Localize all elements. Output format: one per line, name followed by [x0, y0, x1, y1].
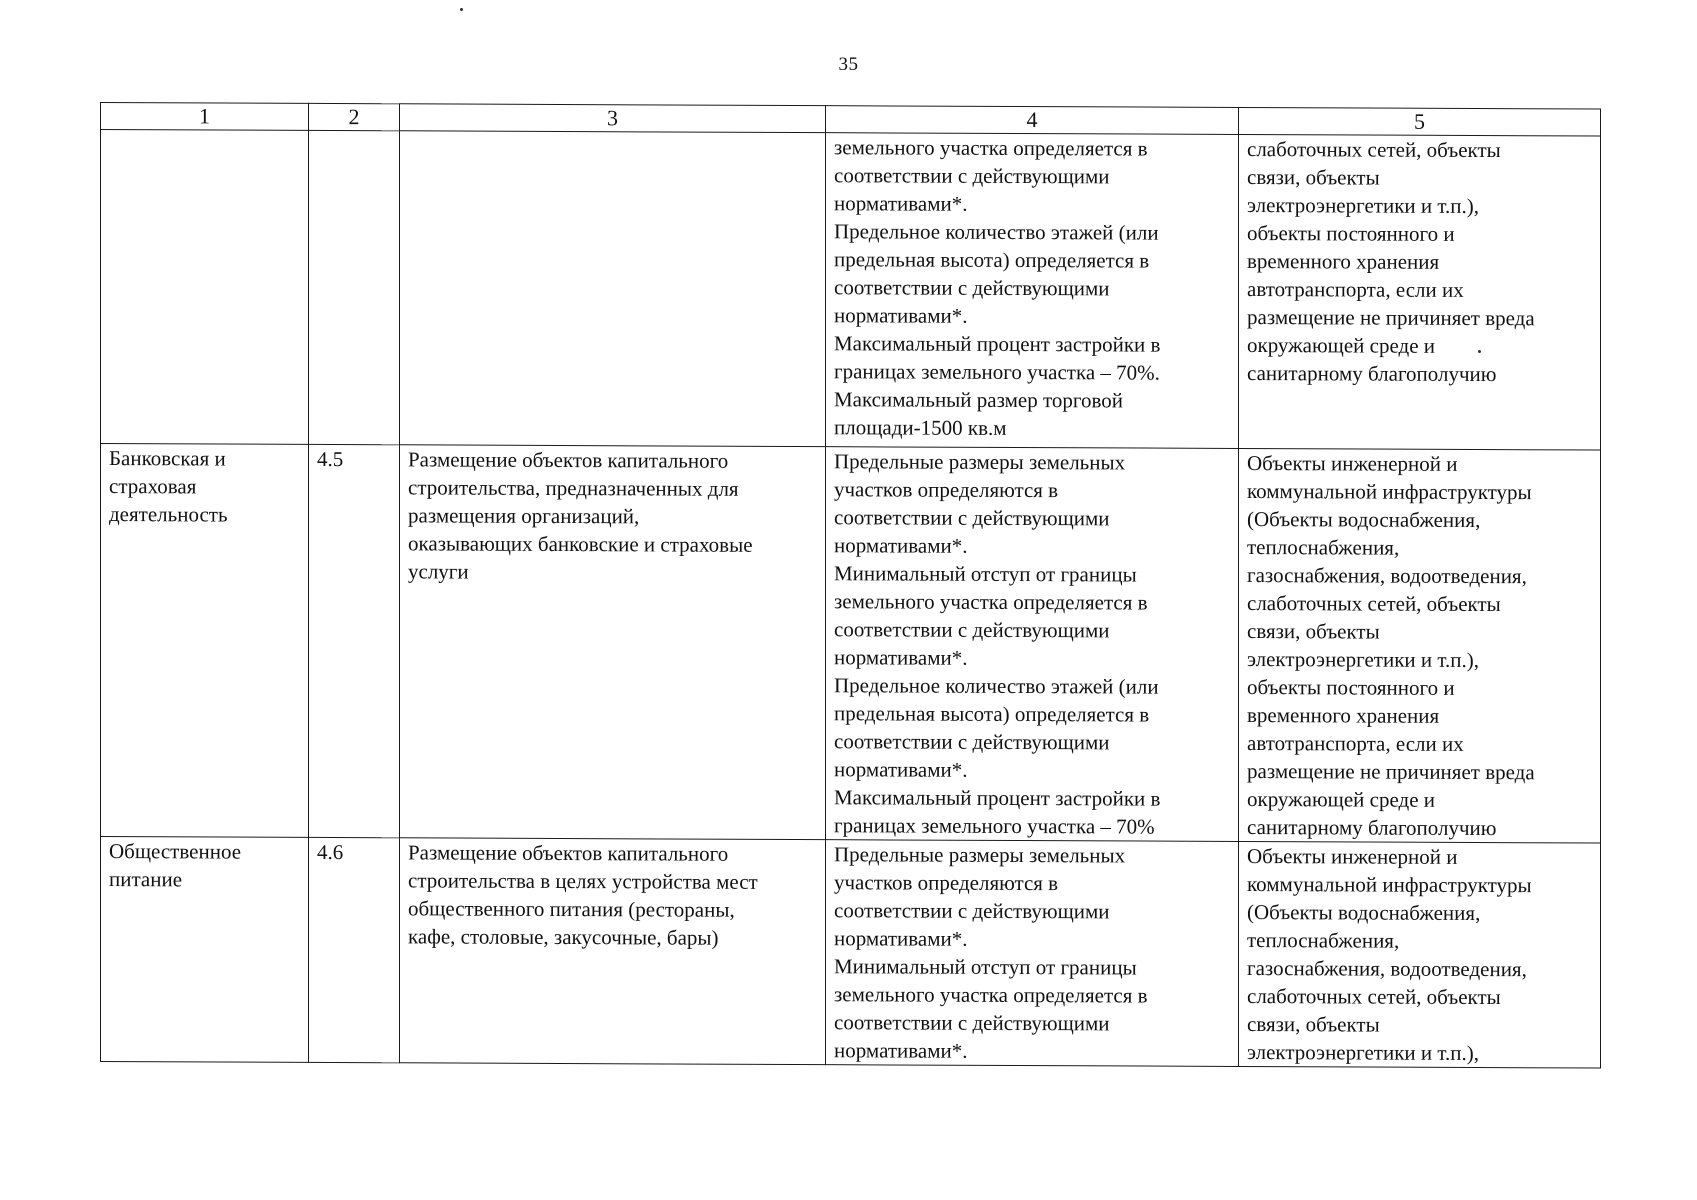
- column-header-4: 4: [826, 106, 1239, 135]
- text-line: кафе, столовые, закусочные, бары): [408, 924, 719, 950]
- text-line: соответствии с действующими: [834, 163, 1110, 189]
- column-header-2: 2: [309, 103, 400, 130]
- text-line: соответствии с действующими: [834, 275, 1110, 301]
- text-line: Минимальный отступ от границы: [834, 561, 1137, 587]
- text-line: размещения организаций,: [408, 503, 640, 529]
- text-line: строительства, предназначенных для: [408, 475, 739, 501]
- cell-use-code: 4.5: [309, 444, 400, 837]
- text-line: Объекты инженерной и: [1247, 451, 1458, 476]
- cell-parameters: [826, 133, 1239, 449]
- text-line: соответствии с действующими: [834, 617, 1110, 643]
- text-line: земельного участка определяется в: [834, 982, 1148, 1008]
- text-line: связи, объекты: [1247, 1012, 1380, 1037]
- text-line: страховая: [109, 474, 197, 499]
- text-line: временного хранения: [1247, 249, 1440, 274]
- cell-parameters: [826, 840, 1239, 1067]
- cell-use-name: [101, 130, 309, 445]
- column-header-5: 5: [1239, 107, 1601, 136]
- column-header-1: 1: [101, 103, 309, 131]
- text-line: Максимальный процент застройки в: [834, 331, 1161, 357]
- text-line: участков определяются в: [834, 477, 1059, 503]
- text-line: Предельное количество этажей (или: [834, 673, 1159, 699]
- text-line: Предельное количество этажей (или: [834, 219, 1159, 245]
- text-line: предельная высота) определяется в: [834, 701, 1150, 727]
- text-line: (Объекты водоснабжения,: [1247, 900, 1481, 926]
- cell-auxiliary-uses: [1239, 841, 1601, 1068]
- cell-use-name: [101, 444, 309, 838]
- text-line: предельная высота) определяется в: [834, 247, 1150, 273]
- text-line: нормативами*.: [834, 926, 968, 951]
- text-line: Размещение объектов капитального: [408, 840, 729, 866]
- text-line: оказывающих банковские и страховые: [408, 531, 753, 557]
- text-line: объекты постоянного и: [1247, 675, 1455, 700]
- text-line: Минимальный отступ от границы: [834, 954, 1137, 980]
- text-line: границах земельного участка – 70%: [834, 813, 1155, 839]
- text-line: объекты постоянного и: [1247, 221, 1455, 246]
- text-line: Предельные размеры земельных: [834, 449, 1126, 475]
- text-line: автотранспорта, если их: [1247, 277, 1464, 302]
- text-line: слаботочных сетей, объекты: [1247, 137, 1501, 163]
- text-line: Общественное: [109, 839, 242, 864]
- text-line: Размещение объектов капитального: [408, 447, 729, 473]
- text-line: коммунальной инфраструктуры: [1247, 479, 1532, 505]
- cell-auxiliary-uses: [1239, 448, 1601, 843]
- cell-use-name: [101, 837, 309, 1063]
- text-line: соответствии с действующими: [834, 1010, 1110, 1036]
- text-line: земельного участка определяется в: [834, 135, 1148, 161]
- text-line: Банковская и: [109, 446, 226, 471]
- text-line: участков определяются в: [834, 870, 1059, 896]
- scan-artifact-dot: [460, 8, 463, 11]
- cell-parameters: [826, 447, 1239, 842]
- text-line: слаботочных сетей, объекты: [1247, 591, 1501, 617]
- text-line: Максимальный процент застройки в: [834, 785, 1161, 811]
- cell-auxiliary-uses: [1239, 134, 1601, 450]
- text-line: нормативами*.: [834, 1038, 968, 1063]
- text-line: Объекты инженерной и: [1247, 844, 1458, 869]
- text-line: электроэнергетики и т.п.),: [1247, 193, 1479, 219]
- text-line: Предельные размеры земельных: [834, 842, 1126, 868]
- text-line: нормативами*.: [834, 757, 968, 782]
- text-line: строительства в целях устройства мест: [408, 868, 758, 894]
- text-line: коммунальной инфраструктуры: [1247, 872, 1532, 898]
- text-line: Максимальный размер торговой: [834, 387, 1123, 413]
- text-line: теплоснабжения,: [1247, 535, 1400, 560]
- text-line: связи, объекты: [1247, 619, 1380, 644]
- text-line: нормативами*.: [834, 303, 968, 328]
- table-row: [101, 130, 1601, 451]
- text-line: соответствии с действующими: [834, 898, 1110, 924]
- text-line: деятельность: [109, 502, 228, 527]
- cell-use-description: [400, 445, 826, 840]
- text-line: соответствии с действующими: [834, 729, 1110, 755]
- text-line: слаботочных сетей, объекты: [1247, 984, 1501, 1010]
- cell-use-description: [400, 838, 826, 1065]
- text-line: окружающей среде и: [1247, 333, 1436, 358]
- text-line: нормативами*.: [834, 645, 968, 670]
- text-line: (Объекты водоснабжения,: [1247, 507, 1481, 533]
- page-number: 35: [838, 54, 859, 75]
- text-line: земельного участка определяется в: [834, 589, 1148, 615]
- text-line: временного хранения: [1247, 703, 1440, 728]
- text-line: газоснабжения, водоотведения,: [1247, 563, 1527, 589]
- text-line: нормативами*.: [834, 533, 968, 558]
- text-line: соответствии с действующими: [834, 505, 1110, 531]
- text-line: услуги: [408, 559, 469, 584]
- text-line: нормативами*.: [834, 191, 968, 216]
- text-line: площади-1500 кв.м: [834, 415, 1007, 440]
- table-row: [101, 444, 1601, 844]
- text-line: связи, объекты: [1247, 165, 1380, 190]
- text-line: окружающей среде и: [1247, 787, 1436, 812]
- text-line: электроэнергетики и т.п.),: [1247, 1040, 1479, 1066]
- text-line: размещение не причиняет вреда: [1247, 759, 1535, 785]
- regulations-table: [100, 102, 1601, 1069]
- text-line: размещение не причиняет вреда: [1247, 305, 1535, 331]
- text-line: питание: [109, 867, 183, 892]
- text-line: санитарному благополучию: [1247, 815, 1497, 841]
- text-line: газоснабжения, водоотведения,: [1247, 956, 1527, 982]
- cell-use-description: [400, 131, 826, 447]
- text-line: теплоснабжения,: [1247, 928, 1400, 953]
- text-line: автотранспорта, если их: [1247, 731, 1464, 756]
- cell-use-code: [309, 130, 400, 444]
- column-header-3: 3: [400, 104, 826, 133]
- table-row: [101, 837, 1601, 1069]
- text-line: электроэнергетики и т.п.),: [1247, 647, 1479, 673]
- cell-use-code: 4.6: [309, 837, 400, 1062]
- text-line: санитарному благополучию: [1247, 361, 1497, 387]
- text-line: границах земельного участка – 70%.: [834, 359, 1160, 385]
- text-line: общественного питания (рестораны,: [408, 896, 735, 922]
